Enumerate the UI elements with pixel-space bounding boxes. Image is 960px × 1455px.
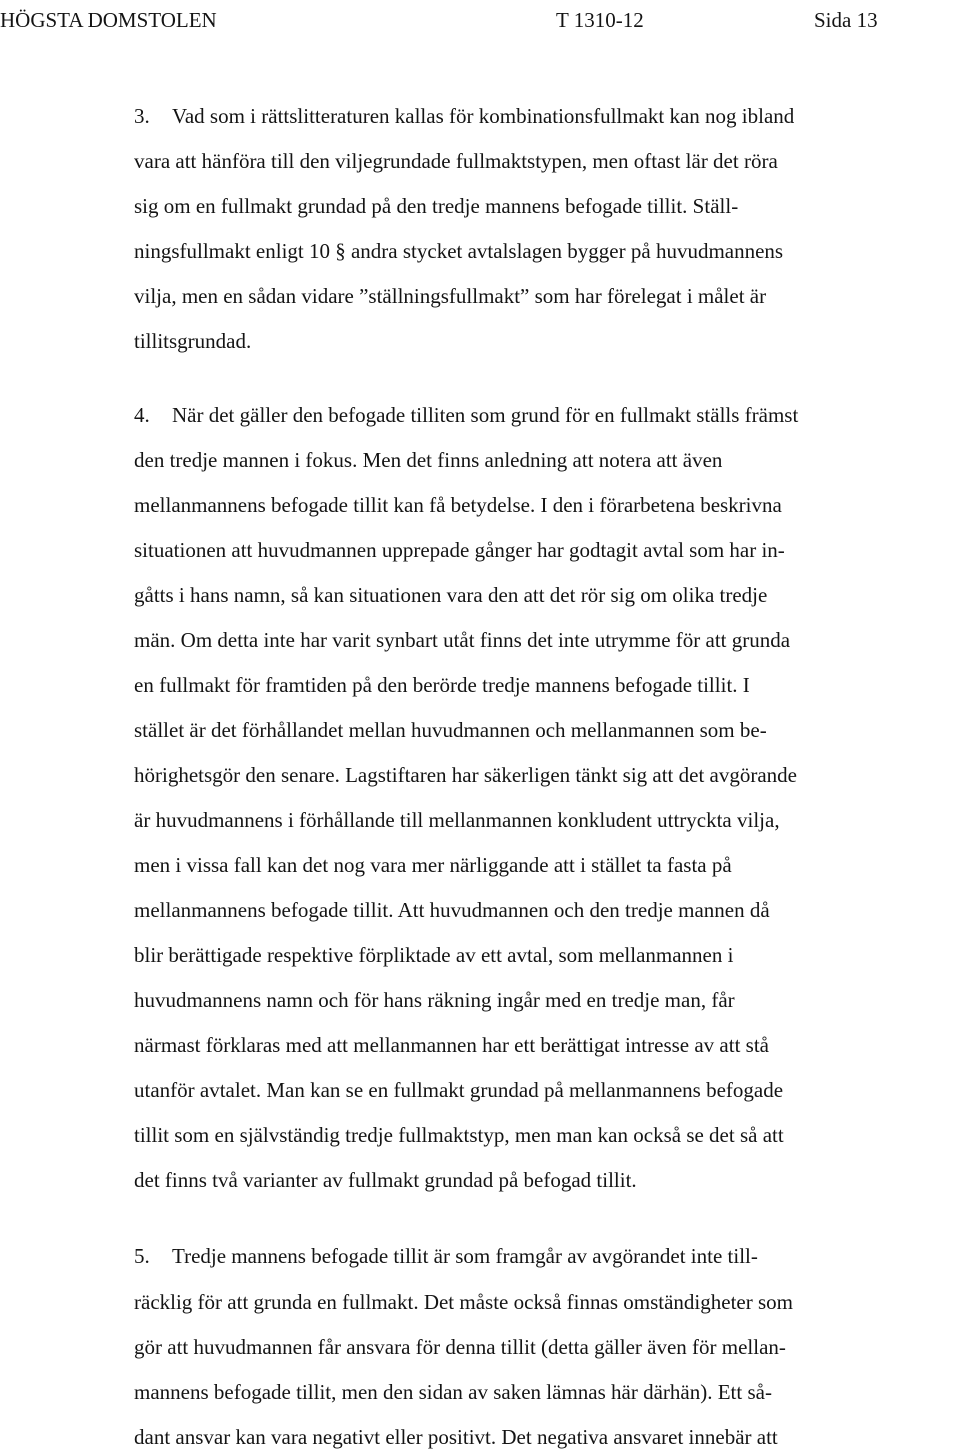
paragraph-number: 3. (134, 104, 150, 128)
text-line: gör att huvudmannen får ansvara för denna tillit (detta gäller även för mellan- (134, 1335, 786, 1359)
text-line: är huvudmannens i förhållande till mellanmannen konkludent uttryckta vilja, (134, 808, 780, 832)
text-line: vara att hänföra till den viljegrundade fullmaktstypen, men oftast lär det röra (134, 149, 778, 173)
text-line: stället är det förhållandet mellan huvudmannen och mellanmannen som be- (134, 718, 767, 742)
text-line: mellanmannens befogade tillit kan få betydelse. I den i förarbetena beskrivna (134, 493, 782, 517)
text-line: mellanmannens befogade tillit. Att huvudmannen och den tredje mannen då (134, 898, 770, 922)
text-line: en fullmakt för framtiden på den berörde tredje mannens befogade tillit. I (134, 673, 750, 697)
text-line: dant ansvar kan vara negativt eller positivt. Det negativa ansvaret innebär att (134, 1425, 778, 1449)
text-line: ningsfullmakt enligt 10 § andra stycket avtalslagen bygger på huvudmannens (134, 239, 784, 263)
text-line: mannens befogade tillit, men den sidan av saken lämnas här därhän). Ett så- (134, 1380, 772, 1404)
text-line: vilja, men en sådan vidare ”ställningsfullmakt” som har förelegat i målet är (134, 284, 767, 308)
text-line: den tredje mannen i fokus. Men det finns anledning att notera att även (134, 448, 723, 472)
text-line: blir berättigade respektive förpliktade av ett avtal, som mellanmannen i (134, 943, 734, 967)
text-line: det finns två varianter av fullmakt grundad på befogad tillit. (134, 1168, 637, 1192)
page-number: Sida 13 (814, 8, 878, 32)
text-line: sig om en fullmakt grundad på den tredje mannens befogade tillit. Ställ- (134, 194, 739, 218)
text-line: men i vissa fall kan det nog vara mer närliggande att i stället ta fasta på (134, 853, 732, 877)
text-line: tillit som en självständig tredje fullmaktstyp, men man kan också se det så att (134, 1123, 784, 1147)
text-line: 5. Tredje mannens befogade tillit är som framgår av avgörandet inte till- (134, 1240, 758, 1272)
text-line: män. Om detta inte har varit synbart utåt finns det inte utrymme för att grunda (134, 628, 791, 652)
text-line: 3. Vad som i rättslitteraturen kallas för kombinationsfullmakt kan nog ibland (134, 100, 794, 132)
text-line: huvudmannens namn och för hans räkning ingår med en tredje man, får (134, 988, 735, 1012)
case-number: T 1310-12 (556, 8, 644, 32)
text-line: tillitsgrundad. (134, 329, 252, 353)
page-header (0, 2, 960, 38)
text-line: 4. När det gäller den befogade tilliten som grund för en fullmakt ställs främst (134, 399, 798, 431)
court-name: HÖGSTA DOMSTOLEN (0, 8, 217, 32)
text-line: räcklig för att grunda en fullmakt. Det måste också finnas omständigheter som (134, 1290, 793, 1314)
text-line: närmast förklaras med att mellanmannen har ett berättigat intresse av att stå (134, 1033, 770, 1057)
text-line: hörighetsgör den senare. Lagstiftaren har säkerligen tänkt sig att det avgörande (134, 763, 798, 787)
text-line: gåtts i hans namn, så kan situationen vara den att det rör sig om olika tredje (134, 583, 768, 607)
text-line: utanför avtalet. Man kan se en fullmakt grundad på mellanmannens befogade (134, 1078, 784, 1102)
paragraph-number: 4. (134, 403, 150, 427)
text-line: situationen att huvudmannen upprepade gånger har godtagit avtal som har in- (134, 538, 785, 562)
paragraph-number: 5. (134, 1244, 150, 1268)
